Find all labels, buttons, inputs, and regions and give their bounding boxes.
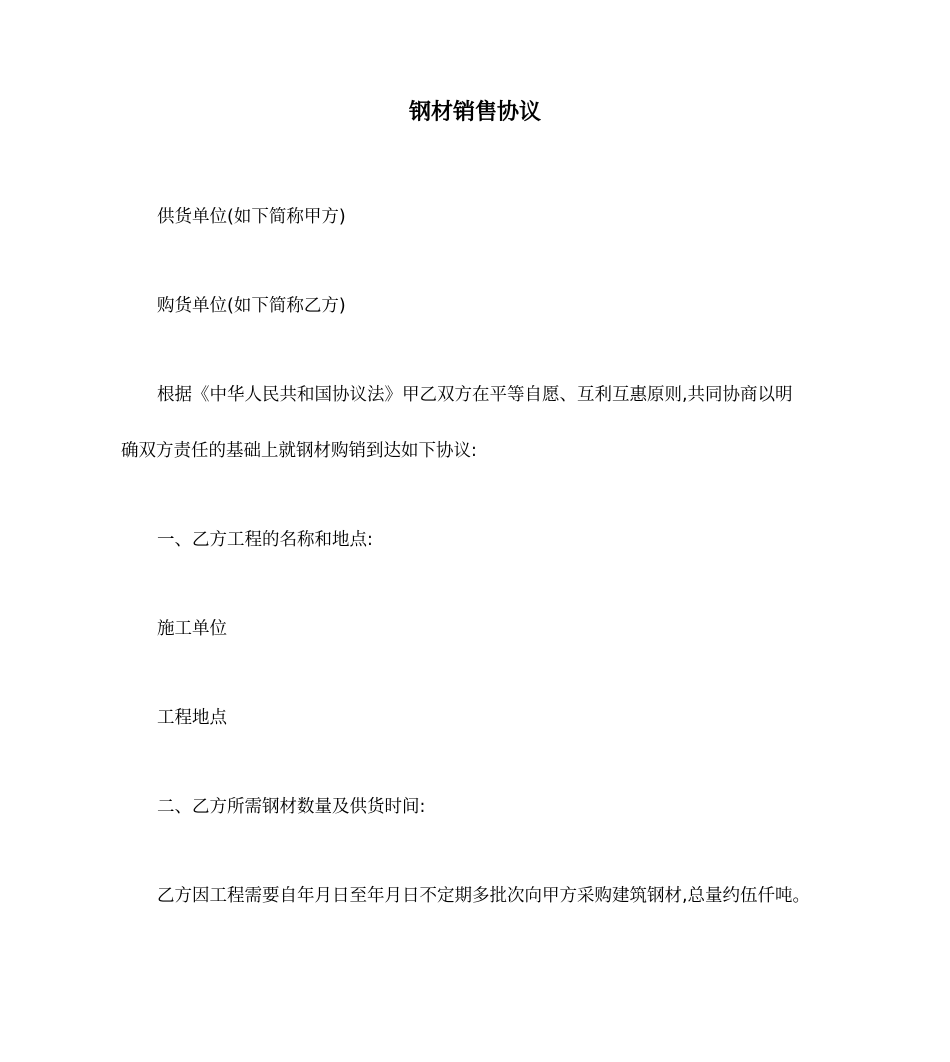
document-title: 钢材销售协议 [408,100,541,125]
project-location-line: 工程地点 [157,708,227,728]
preamble-line-1: 根据《中华人民共和国协议法》甲乙双方在平等自愿、互利互惠原则,共同协商以明 [157,385,793,405]
preamble-line-2: 确双方责任的基础上就钢材购销到达如下协议: [121,441,477,461]
section-1-heading: 一、乙方工程的名称和地点: [157,530,373,550]
quantity-clause: 乙方因工程需要自年月日至年月日不定期多批次向甲方采购建筑钢材,总量约伍仟吨。 [157,886,811,906]
supplier-line: 供货单位(如下简称甲方) [157,207,346,227]
buyer-line: 购货单位(如下简称乙方) [157,296,346,316]
section-2-heading: 二、乙方所需钢材数量及供货时间: [157,797,426,817]
construction-unit-line: 施工单位 [157,619,227,639]
